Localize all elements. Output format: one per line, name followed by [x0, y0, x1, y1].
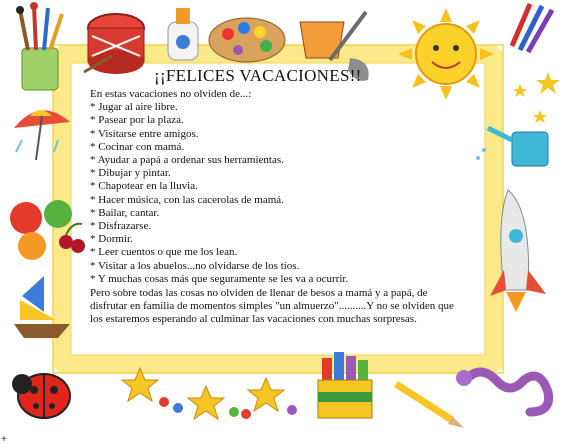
list-item: * Visitarse entre amigos.	[90, 127, 199, 140]
pencil-icon	[396, 384, 464, 428]
drum-icon	[84, 14, 144, 74]
list-item: * Pasear por la plaza.	[90, 114, 184, 127]
list-item: * Bailar, cantar.	[90, 206, 160, 219]
list-item: * Leer cuentos o que me los lean.	[90, 246, 238, 259]
star-icon	[513, 72, 560, 123]
snake-toy-icon	[456, 370, 549, 412]
list-item: * Dormir.	[90, 233, 133, 246]
list-item: * Ayudar a papá a ordenar sus herramientas.	[90, 154, 284, 167]
list-item: * Dibujar y pintar.	[90, 167, 171, 180]
list-item: * Chapotear en la lluvia.	[90, 180, 198, 193]
list-item: * Hacer música, con las cacerolas de mamá.	[90, 193, 284, 206]
vacation-message	[90, 66, 490, 327]
paint-palette-icon	[209, 18, 285, 62]
list-item: * Y muchas cosas más que seguramente se les va a ocurrir.	[90, 272, 349, 285]
star-pull-toy-icon	[122, 368, 284, 419]
closing-paragraph: Pero sobre todas las cosas no olviden de llenar de besos a mamá y a papá, de disfrutar en familia de momentos simples "un almuerzo"..........Y no se olviden que los estaremos esperando al culminar las vacaciones con muchas sorpresas.	[90, 287, 454, 326]
list-item: * Cocinar con mamá.	[90, 140, 185, 153]
list-item: * Disfrazarse.	[90, 220, 152, 233]
page-title: ¡¡FELICES VACACIONES!!	[154, 66, 362, 85]
list-item: * Jugar al aire libre.	[90, 101, 178, 114]
activity-list	[90, 101, 490, 286]
intro-line: En estas vacaciones no olviden de...:	[90, 88, 252, 100]
ladybug-icon	[12, 374, 70, 418]
glue-bottle-icon	[168, 8, 198, 60]
colored-pencils-icon	[512, 4, 552, 52]
list-item: * Visitar a los abuelos...no olvidarse de los tíos.	[90, 259, 300, 272]
corner-mark: +	[1, 434, 7, 445]
paintbrush-cup-icon	[16, 2, 62, 90]
